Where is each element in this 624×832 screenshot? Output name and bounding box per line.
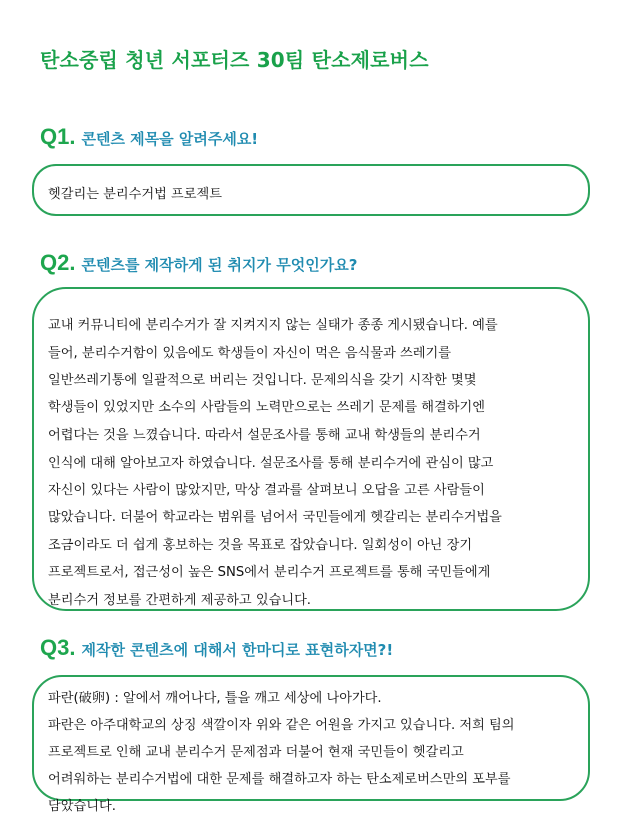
answer-2-line: 조금이라도 더 쉽게 홍보하는 것을 목표로 잡았습니다. 일회성이 아닌 장기 [48, 538, 473, 553]
answer-2-line: 학생들이 있었지만 소수의 사람들의 노력만으로는 쓰레기 문제를 해결하기엔 [48, 400, 485, 415]
answer-3-line: 파란(破卵) : 알에서 깨어나다, 틀을 깨고 세상에 나아가다. [48, 691, 382, 706]
question-3-text: 제작한 콘텐츠에 대해서 한마디로 표현하자면?! [81, 641, 394, 659]
answer-2-line: 어렵다는 것을 느꼈습니다. 따라서 설문조사를 통해 교내 학생들의 분리수거 [48, 428, 481, 443]
answer-3-line: 프로젝트로 인해 교내 분리수거 문제점과 더불어 현재 국민들이 헷갈리고 [48, 745, 464, 760]
answer-3-line: 파란은 아주대학교의 상징 색깔이자 위와 같은 어원을 가지고 있습니다. 저희 팀의 [48, 718, 515, 733]
answer-2-line: 분리수거 정보를 간편하게 제공하고 있습니다. [48, 593, 312, 608]
question-3 [40, 635, 393, 661]
question-1-text: 콘텐츠 제목을 알려주세요! [81, 130, 259, 148]
question-2 [40, 250, 357, 276]
answer-3-line: 담았습니다. [48, 799, 116, 814]
answer-2-line: 일반쓰레기통에 일괄적으로 버리는 것입니다. 문제의식을 갖기 시작한 몇몇 [48, 373, 477, 388]
question-3-number: Q3. [40, 635, 76, 660]
answer-2-line: 자신이 있다는 사람이 많았지만, 막상 결과를 살펴보니 오답을 고른 사람들이 [48, 483, 485, 498]
question-1-number: Q1. [40, 124, 76, 149]
answer-2-line: 들어, 분리수거함이 있음에도 학생들이 자신이 먹은 음식물과 쓰레기를 [48, 346, 451, 361]
answer-2-line: 많았습니다. 더불어 학교라는 범위를 넘어서 국민들에게 헷갈리는 분리수거법을 [48, 510, 502, 525]
answer-3-line: 어려워하는 분리수거법에 대한 문제를 해결하고자 하는 탄소제로버스만의 포부를 [48, 772, 511, 787]
answer-2-line: 프로젝트로서, 접근성이 높은 SNS에서 분리수거 프로젝트를 통해 국민들에게 [48, 565, 491, 580]
page-title: 탄소중립 청년 서포터즈 30팀 탄소제로버스 [40, 48, 429, 72]
question-1 [40, 124, 258, 150]
question-2-number: Q2. [40, 250, 76, 275]
answer-2-line: 인식에 대해 알아보고자 하였습니다. 설문조사를 통해 분리수거에 관심이 많고 [48, 456, 494, 471]
answer-1-text: 헷갈리는 분리수거법 프로젝트 [48, 187, 222, 202]
answer-2-line: 교내 커뮤니티에 분리수거가 잘 지켜지지 않는 실태가 종종 게시됐습니다. 예를 [48, 318, 498, 333]
question-2-text: 콘텐츠를 제작하게 된 취지가 무엇인가요? [81, 256, 358, 274]
